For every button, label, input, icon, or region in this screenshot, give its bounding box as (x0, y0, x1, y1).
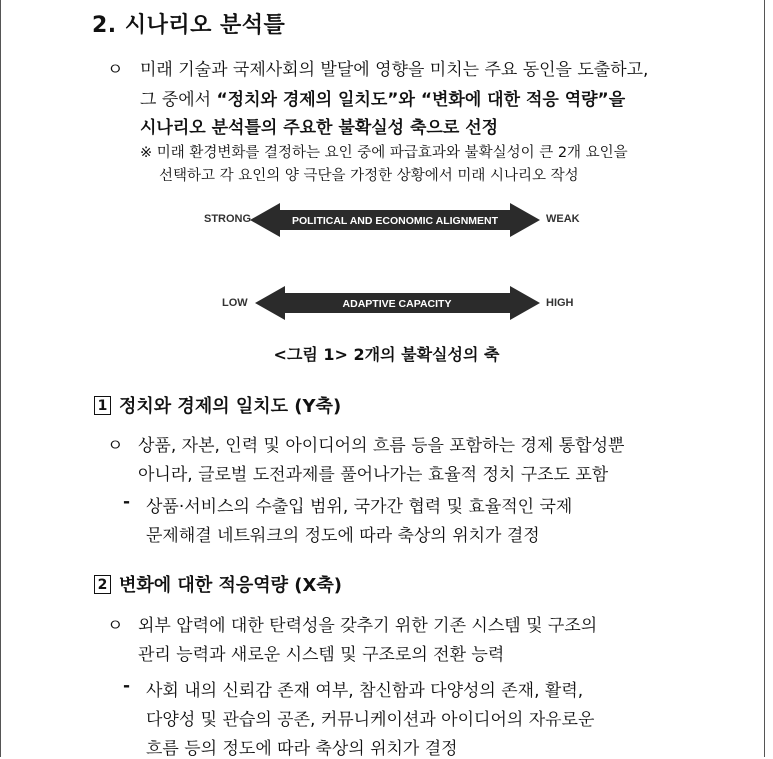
intro-line-3: 시나리오 분석틀의 주요한 불확실성 축으로 선정 (140, 118, 499, 138)
section2-dash: - (123, 676, 131, 696)
page-left-border (0, 0, 1, 757)
axis2-right-label: HIGH (546, 297, 574, 309)
axis2-double-arrow (255, 284, 540, 322)
page-right-border (764, 0, 765, 757)
note-text-1: 미래 환경변화를 결정하는 요인 중에 파급효과와 불확실성이 큰 2개 요인을 (156, 145, 628, 161)
section1-title: 정치와 경제의 일치도 (Y축) (119, 396, 342, 417)
section2-heading (94, 571, 342, 597)
section1-heading (94, 392, 341, 418)
axis1-right-label: WEAK (546, 213, 580, 225)
section1-sub-line-2: 문제해결 네트워크의 정도에 따라 축상의 위치가 결정 (146, 526, 540, 546)
intro-line-2 (140, 85, 625, 110)
section2-line-1: 외부 압력에 대한 탄력성을 갖추기 위한 기존 시스템 및 구조의 (138, 616, 598, 636)
intro-line-2-prefix: 그 중에서 (140, 90, 217, 110)
axis2-left-label: LOW (222, 297, 248, 309)
intro-note-line-2: 선택하고 각 요인의 양 극단을 가정한 상황에서 미래 시나리오 작성 (159, 168, 579, 184)
intro-note-line-1 (140, 141, 628, 162)
section1-line-1: 상품, 자본, 인력 및 아이디어의 흐름 등을 포함하는 경제 통합성뿐 (138, 436, 625, 456)
section1-line-2: 아니라, 글로벌 도전과제를 풀어나가는 효율적 정치 구조도 포함 (138, 465, 609, 485)
section2-sub-line-1: 사회 내의 신뢰감 존재 여부, 참신함과 다양성의 존재, 활력, (146, 681, 584, 701)
figure-caption: <그림 1> 2개의 불확실성의 축 (273, 345, 500, 364)
section1-sub-line-1: 상품·서비스의 수출입 범위, 국가간 협력 및 효율적인 국제 (146, 497, 573, 517)
intro-bullet: ㅇ (107, 60, 124, 80)
section2-bullet: ㅇ (107, 616, 124, 636)
axis2-label: ADAPTIVE CAPACITY (342, 298, 452, 310)
section2-sub-line-3: 흐름 등의 정도에 따라 축상의 위치가 결정 (146, 739, 458, 759)
section1-bullet: ㅇ (107, 436, 124, 456)
section1-dash: - (123, 492, 131, 512)
section1-number-box: 1 (94, 396, 111, 415)
axis1-label: POLITICAL AND ECONOMIC ALIGNMENT (291, 215, 499, 227)
axis1-double-arrow (250, 201, 540, 239)
section2-sub-line-2: 다양성 및 관습의 공존, 커뮤니케이션과 아이디어의 자유로운 (146, 710, 595, 730)
intro-line-2-bold: “정치와 경제의 일치도”와 “변화에 대한 적응 역량”을 (216, 90, 626, 110)
section2-title: 변화에 대한 적응역량 (X축) (119, 575, 343, 596)
note-mark: ※ (140, 145, 153, 161)
intro-line-1: 미래 기술과 국제사회의 발달에 영향을 미치는 주요 동인을 도출하고, (140, 60, 649, 80)
section-heading: 2. 시나리오 분석틀 (92, 13, 286, 38)
section2-line-2: 관리 능력과 새로운 시스템 및 구조로의 전환 능력 (138, 645, 505, 665)
axis1-left-label: STRONG (204, 213, 252, 225)
section2-number-box: 2 (94, 575, 111, 594)
